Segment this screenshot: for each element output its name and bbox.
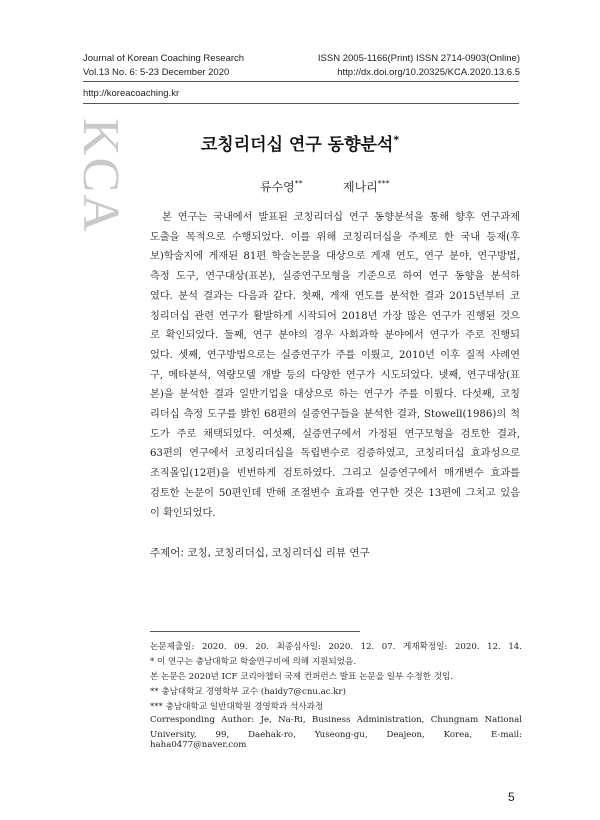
abstract — [150, 208, 520, 523]
submission-dates: 논문제출일: 2020. 09. 20. 최종심사일: 2020. 12. 07. 게재확정일: 2020. 12. 14. — [150, 642, 522, 652]
abstract-line: 었다. 셋째, 연구방법으로는 실증연구가 주를 이뤘고, 2010년 이후 질적 사례연 — [150, 349, 520, 361]
header-rule-bottom — [83, 103, 519, 104]
journal-name: Journal of Korean Coaching Research — [83, 53, 245, 64]
title-footnote-mark: * — [393, 133, 400, 147]
page-title — [0, 130, 600, 155]
author-mark: ** — [294, 179, 303, 188]
abstract-line: 칭리더십 관련 연구가 활발하게 시작되어 2018년 가장 많은 연구가 진행된 것으 — [150, 310, 520, 322]
doi-link[interactable]: http://dx.doi.org/10.20325/KCA.2020.13.6.5 — [337, 67, 520, 78]
footnote-author-1: ** 충남대학교 경영학부 교수 (haidy7@cnu.ac.kr) — [150, 687, 346, 697]
abstract-line: 측정 도구, 연구대상(표본), 실증연구모형을 기준으로 하여 연구 동향을 분석하 — [150, 271, 520, 283]
corresponding-author-line-2: University, 99, Daehak-ro, Yuseong-gu, Deajeon, Korea, E-mail: haha0477@naver.com — [150, 730, 522, 750]
author-mark: *** — [377, 179, 390, 188]
abstract-line: 조직몰입(12편)을 빈번하게 검토하였다. 그리고 실증연구에서 매개변수 효과를 — [150, 468, 520, 480]
abstract-line: 리더십 측정 도구를 밝힌 68편의 실증연구들을 분석한 결과, Stowell(1986)의 척 — [150, 409, 520, 421]
footnote-conference: 본 논문은 2020년 ICF 코리아챕터 국제 컨퍼런스 발표 논문을 일부 수정한 것임. — [150, 672, 454, 682]
abstract-line: 도가 주로 채택되었다. 여섯째, 실증연구에서 가정된 연구모형을 검토한 결과, — [150, 428, 520, 440]
footnote-funding: * 이 연구는 충남대학교 학술연구비에 의해 지원되었음. — [150, 657, 357, 667]
abstract-line: 보)학술지에 게재된 81편 학술논문을 대상으로 게재 연도, 연구 분야, 연구방법, — [150, 251, 520, 263]
author-name: 류수영 — [260, 180, 295, 194]
abstract-line: 로 확인되었다. 둘째, 연구 분야의 경우 사회과학 분야에서 연구가 주로 진행되 — [150, 330, 520, 342]
volume-info: Vol.13 No. 6: 5-23 December 2020 — [83, 67, 230, 78]
page-number: 5 — [508, 790, 515, 804]
corresponding-author-line-1: Corresponding Author: Je, Na-Ri, Business Administration, Chungnam National — [150, 715, 522, 725]
header-rule — [83, 81, 519, 82]
author-name: 제나리 — [343, 180, 378, 194]
journal-url[interactable]: http://koreacoaching.kr — [83, 88, 180, 99]
abstract-line: 구, 메타분석, 역량모델 개발 등의 다양한 연구가 시도되었다. 넷째, 연구대상(표 — [150, 369, 520, 381]
abstract-line: 도출을 목적으로 수행되었다. 이를 위해 코칭리더십을 주제로 한 국내 등재(후 — [150, 231, 520, 243]
footnote-author-2: *** 충남대학교 일반대학원 경영학과 석사과정 — [150, 702, 324, 712]
abstract-line: 본 연구는 국내에서 발표된 코칭리더십 연구 동향분석을 통해 향후 연구과제 — [162, 212, 520, 223]
issn: ISSN 2005-1166(Print) ISSN 2714-0903(Online) — [317, 53, 520, 64]
abstract-line: 63편의 연구에서 코칭리더십을 독립변수로 검증하였고, 코칭리더십 효과성으로 — [150, 448, 520, 460]
author-1 — [260, 178, 303, 195]
abstract-line: 검토한 논문이 50편인데 반해 조절변수 효과를 연구한 것은 13편에 그치고 있음 — [150, 487, 520, 499]
footnote-rule — [150, 631, 360, 632]
abstract-line: 이 확인되었다. — [150, 507, 216, 519]
abstract-line: 본)을 분석한 결과 일반기업을 대상으로 하는 연구가 주를 이뤘다. 다섯째, 코칭 — [150, 389, 520, 401]
keywords: 주제어: 코칭, 코칭리더십, 코칭리더십 리뷰 연구 — [150, 547, 370, 559]
kca-watermark: KCA — [72, 118, 129, 234]
author-2 — [343, 178, 390, 195]
title-text: 코칭리더십 연구 동향분석 — [200, 135, 394, 155]
abstract-line: 였다. 분석 결과는 다음과 같다. 첫째, 게재 연도를 분석한 결과 2015년부터 코 — [150, 290, 520, 302]
